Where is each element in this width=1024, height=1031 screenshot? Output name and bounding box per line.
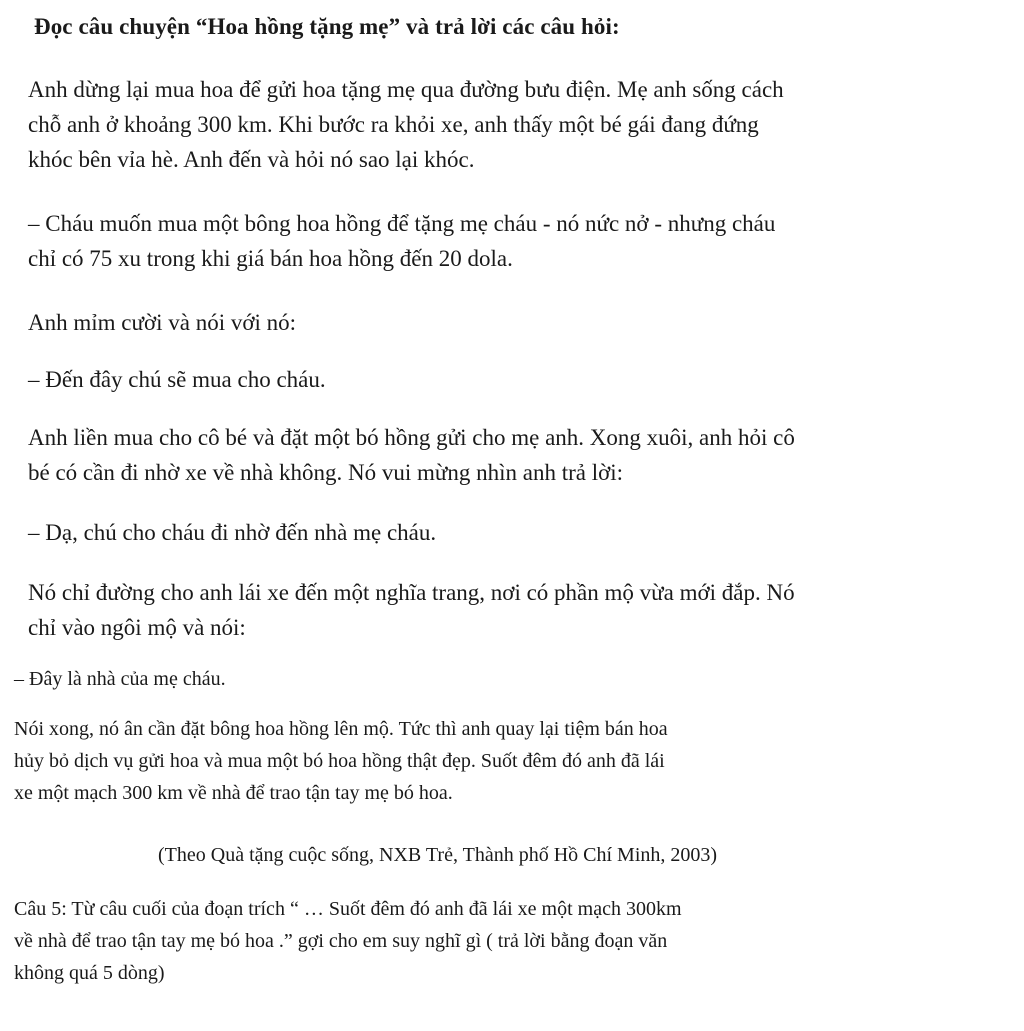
text-line: – Cháu muốn mua một bông hoa hồng để tặng mẹ cháu - nó nức nở - nhưng cháu <box>28 211 776 236</box>
story-paragraph-9 <box>14 713 668 809</box>
story-paragraph-6 <box>28 515 436 550</box>
text-line: – Đây là nhà của mẹ cháu. <box>14 668 226 690</box>
text-line: Anh liền mua cho cô bé và đặt một bó hồng gửi cho mẹ anh. Xong xuôi, anh hỏi cô <box>28 425 795 450</box>
text-line: chỉ có 75 xu trong khi giá bán hoa hồng đến 20 dola. <box>28 246 513 271</box>
story-paragraph-7 <box>28 575 795 645</box>
text-line: bé có cần đi nhờ xe về nhà không. Nó vui mừng nhìn anh trả lời: <box>28 460 624 485</box>
text-line: Nói xong, nó ân cần đặt bông hoa hồng lên mộ. Tức thì anh quay lại tiệm bán hoa <box>14 718 668 740</box>
story-paragraph-1 <box>28 72 784 177</box>
text-line: chỗ anh ở khoảng 300 km. Khi bước ra khỏi xe, anh thấy một bé gái đang đứng <box>28 112 759 137</box>
story-paragraph-5 <box>28 420 795 490</box>
text-line: Anh dừng lại mua hoa để gửi hoa tặng mẹ qua đường bưu điện. Mẹ anh sống cách <box>28 77 784 102</box>
question-5 <box>14 893 682 989</box>
source-citation <box>158 839 717 871</box>
text-line: hủy bỏ dịch vụ gửi hoa và mua một bó hoa hồng thật đẹp. Suốt đêm đó anh đã lái <box>14 750 665 772</box>
text-line: xe một mạch 300 km về nhà để trao tận tay mẹ bó hoa. <box>14 782 453 804</box>
text-line: về nhà để trao tận tay mẹ bó hoa .” gợi cho em suy nghĩ gì ( trả lời bằng đoạn văn <box>14 930 668 952</box>
text-line: Nó chỉ đường cho anh lái xe đến một nghĩa trang, nơi có phần mộ vừa mới đắp. Nó <box>28 580 795 605</box>
text-line: (Theo Quà tặng cuộc sống, NXB Trẻ, Thành phố Hồ Chí Minh, 2003) <box>158 844 718 866</box>
story-paragraph-8 <box>14 663 226 695</box>
text-line: Anh mỉm cười và nói với nó: <box>28 310 297 335</box>
text-line: chỉ vào ngôi mộ và nói: <box>28 615 246 640</box>
story-paragraph-4 <box>28 362 326 397</box>
text-line: Câu 5: Từ câu cuối của đoạn trích “ … Suốt đêm đó anh đã lái xe một mạch 300km <box>14 898 682 920</box>
text-line: không quá 5 dòng) <box>14 962 165 984</box>
text-line: khóc bên vỉa hè. Anh đến và hỏi nó sao lại khóc. <box>28 147 475 172</box>
text-line: – Đến đây chú sẽ mua cho cháu. <box>28 367 326 392</box>
document-title: Đọc câu chuyện “Hoa hồng tặng mẹ” và trả lời các câu hỏi: <box>34 14 620 39</box>
text-line: – Dạ, chú cho cháu đi nhờ đến nhà mẹ cháu. <box>28 520 437 545</box>
story-paragraph-2 <box>28 206 775 276</box>
story-paragraph-3 <box>28 305 296 340</box>
